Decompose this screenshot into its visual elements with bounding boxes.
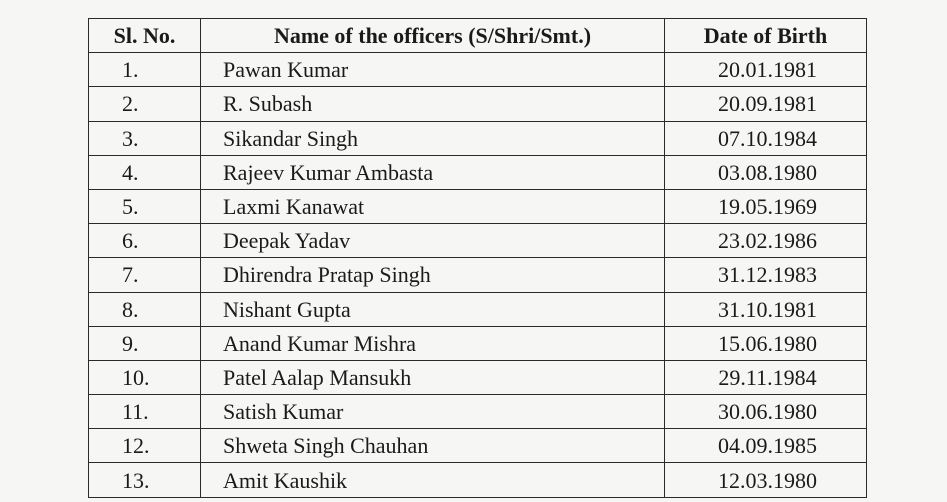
date-of-birth-cell: 31.12.1983 (665, 258, 867, 292)
serial-number-cell: 9. (89, 326, 201, 360)
header-officer-name: Name of the officers (S/Shri/Smt.) (201, 19, 665, 53)
table-row (89, 429, 867, 463)
header-row (89, 19, 867, 53)
serial-number-cell: 12. (89, 429, 201, 463)
serial-number-cell: 11. (89, 395, 201, 429)
serial-number-cell: 8. (89, 292, 201, 326)
serial-number-cell: 2. (89, 87, 201, 121)
officer-name-cell: Rajeev Kumar Ambasta (201, 155, 665, 189)
table-body (89, 53, 867, 497)
table-row (89, 258, 867, 292)
officers-table (88, 18, 867, 498)
table-row (89, 395, 867, 429)
officer-name-cell: Sikandar Singh (201, 121, 665, 155)
table-row (89, 463, 867, 497)
table-row (89, 189, 867, 223)
date-of-birth-cell: 07.10.1984 (665, 121, 867, 155)
date-of-birth-cell: 19.05.1969 (665, 189, 867, 223)
date-of-birth-cell: 03.08.1980 (665, 155, 867, 189)
officer-name-cell: Shweta Singh Chauhan (201, 429, 665, 463)
table-row (89, 53, 867, 87)
date-of-birth-cell: 12.03.1980 (665, 463, 867, 497)
date-of-birth-cell: 30.06.1980 (665, 395, 867, 429)
officer-name-cell: Deepak Yadav (201, 224, 665, 258)
officer-name-cell: Dhirendra Pratap Singh (201, 258, 665, 292)
officer-name-cell: Amit Kaushik (201, 463, 665, 497)
officer-name-cell: R. Subash (201, 87, 665, 121)
date-of-birth-cell: 23.02.1986 (665, 224, 867, 258)
date-of-birth-cell: 29.11.1984 (665, 360, 867, 394)
table-row (89, 292, 867, 326)
officer-name-cell: Pawan Kumar (201, 53, 665, 87)
table-row (89, 224, 867, 258)
officer-name-cell: Nishant Gupta (201, 292, 665, 326)
date-of-birth-cell: 31.10.1981 (665, 292, 867, 326)
date-of-birth-cell: 04.09.1985 (665, 429, 867, 463)
table-row (89, 155, 867, 189)
serial-number-cell: 6. (89, 224, 201, 258)
table-row (89, 360, 867, 394)
header-date-of-birth: Date of Birth (665, 19, 867, 53)
table-row (89, 326, 867, 360)
table-row (89, 121, 867, 155)
date-of-birth-cell: 15.06.1980 (665, 326, 867, 360)
officer-name-cell: Laxmi Kanawat (201, 189, 665, 223)
serial-number-cell: 10. (89, 360, 201, 394)
serial-number-cell: 5. (89, 189, 201, 223)
serial-number-cell: 1. (89, 53, 201, 87)
serial-number-cell: 13. (89, 463, 201, 497)
serial-number-cell: 4. (89, 155, 201, 189)
serial-number-cell: 7. (89, 258, 201, 292)
header-sl-no: Sl. No. (89, 19, 201, 53)
date-of-birth-cell: 20.01.1981 (665, 53, 867, 87)
table-row (89, 87, 867, 121)
serial-number-cell: 3. (89, 121, 201, 155)
officer-name-cell: Satish Kumar (201, 395, 665, 429)
date-of-birth-cell: 20.09.1981 (665, 87, 867, 121)
table-header (89, 19, 867, 53)
officer-name-cell: Patel Aalap Mansukh (201, 360, 665, 394)
officer-name-cell: Anand Kumar Mishra (201, 326, 665, 360)
